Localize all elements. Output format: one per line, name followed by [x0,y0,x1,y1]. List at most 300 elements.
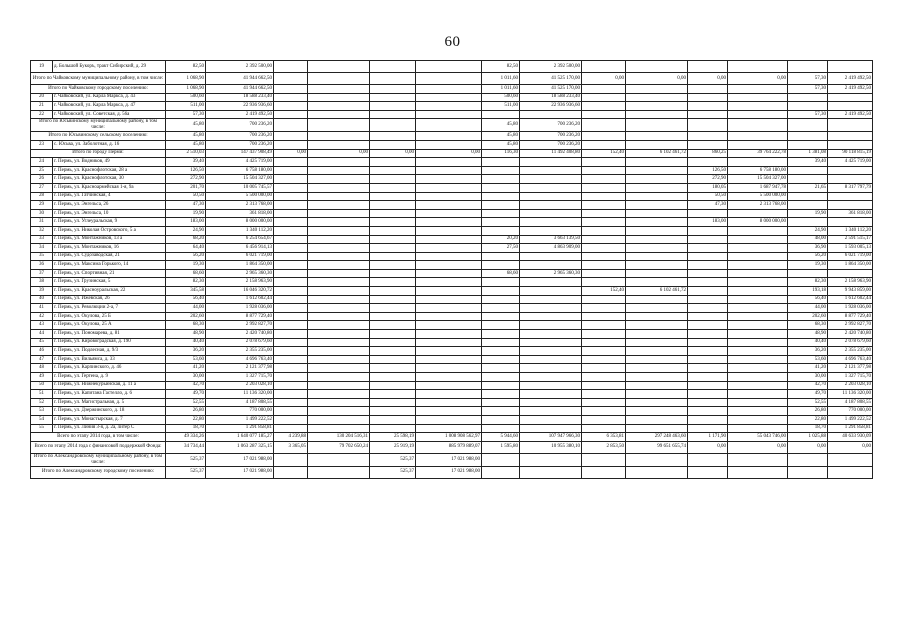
area-cell [688,355,728,364]
area-cell [370,278,416,287]
cost-cell [728,226,788,235]
table-row [31,269,873,278]
area-cell [370,381,416,390]
cost-cell [828,102,873,111]
area-cell [370,73,416,85]
area-cell [482,183,520,192]
cost-cell [416,61,482,73]
cost-cell [416,321,482,330]
area-cell: 0,00 [370,149,416,158]
area-cell [582,226,626,235]
cost-cell [728,278,788,287]
cost-cell [626,390,688,399]
area-cell [688,398,728,407]
area-cell [688,373,728,382]
area-cell: 4 239,88 [274,433,308,442]
area-cell [582,347,626,356]
cost-cell: 10 955 380,10 [520,441,582,453]
row-number-cell: 21 [31,102,53,111]
row-label-cell: Итого по Чайковскому городскому поселению: [31,85,166,94]
area-cell [688,132,728,141]
area-cell: 27,50 [482,244,520,253]
address-cell: г. Пермь, ул. Окулова, 25 Б [53,312,166,321]
address-cell: г. Пермь, ул. Дзержинского, д. 18 [53,407,166,416]
cost-cell [416,347,482,356]
cost-cell [728,119,788,132]
area-cell: 1 011,60 [482,73,520,85]
cost-cell [520,166,582,175]
cost-cell [828,269,873,278]
area-cell [482,252,520,261]
cost-cell [728,132,788,141]
area-cell [582,330,626,339]
area-cell [688,407,728,416]
area-cell [370,312,416,321]
address-cell: г. Пермь, ул. Монтажников, 16 [53,244,166,253]
cost-cell [308,235,370,244]
area-cell [274,381,308,390]
area-cell [582,183,626,192]
total-cost-cell: 1 327 715,70 [206,373,274,382]
cost-cell [416,201,482,210]
cost-cell [626,466,688,478]
area-cell [274,287,308,296]
area-cell [370,119,416,132]
area-cell: 57,30 [788,85,828,94]
cost-cell [520,158,582,167]
cost-cell [626,269,688,278]
area-cell: 56,40 [788,295,828,304]
table-row [31,466,873,478]
area-cell [274,415,308,424]
area-cell [788,175,828,184]
cost-cell [828,140,873,149]
cost-cell [520,338,582,347]
area-cell: 21,65 [788,183,828,192]
area-cell [482,201,520,210]
total-cost-cell: 41 944 662,50 [206,73,274,85]
cost-cell [828,61,873,73]
cost-cell: 0,00 [728,441,788,453]
area-cell [688,209,728,218]
total-area-cell: 82,50 [166,61,206,73]
cost-cell [520,261,582,270]
row-number-cell: 33 [31,235,53,244]
area-cell [582,192,626,201]
cost-cell: 41 525 170,00 [520,85,582,94]
address-cell: г. Пермь, ул. Энгельса, 10 [53,209,166,218]
area-cell [274,235,308,244]
table-row [31,295,873,304]
total-cost-cell: 2 121 377,98 [206,364,274,373]
row-number-cell: 39 [31,287,53,296]
area-cell [582,295,626,304]
area-cell [370,166,416,175]
total-cost-cell: 700 236,20 [206,132,274,141]
row-number-cell: 53 [31,407,53,416]
area-cell [482,295,520,304]
area-cell [274,73,308,85]
cost-cell: 2 158 963,90 [828,278,873,287]
table-row [31,252,873,261]
total-cost-cell: 6 021 719,00 [206,252,274,261]
area-cell [370,102,416,111]
cost-cell: 0,00 [728,73,788,85]
area-cell [370,235,416,244]
area-cell [688,140,728,149]
cost-cell [416,364,482,373]
area-cell: 30,00 [788,373,828,382]
cost-cell [728,321,788,330]
area-cell [370,407,416,416]
cost-cell: 700 236,20 [520,140,582,149]
row-number-cell: 34 [31,244,53,253]
cost-cell [728,102,788,111]
area-cell [370,226,416,235]
area-cell [370,373,416,382]
area-cell [688,347,728,356]
area-cell [370,347,416,356]
area-cell [370,364,416,373]
address-cell: г. Пермь, ул. Спортивная, 21 [53,269,166,278]
area-cell [688,269,728,278]
cost-cell [626,209,688,218]
cost-cell [520,330,582,339]
cost-cell: 2 419 492,50 [828,73,873,85]
address-cell: г. Пермь, ул. Монастырская, д. 7 [53,415,166,424]
area-cell [274,312,308,321]
cost-cell: 6 021 719,00 [828,252,873,261]
cost-cell [308,390,370,399]
area-cell [274,364,308,373]
total-area-cell: 42,70 [166,381,206,390]
cost-cell [828,132,873,141]
table-row [31,149,873,158]
total-area-cell: 82,30 [166,278,206,287]
total-cost-cell: 6 254 654,67 [206,235,274,244]
area-cell [274,132,308,141]
area-cell: 152,40 [582,287,626,296]
cost-cell: 4 863 909,00 [520,244,582,253]
cost-cell [416,235,482,244]
total-area-cell: 34 734,44 [166,441,206,453]
address-cell: г. Пермь, ул. Ижевская, 26 [53,295,166,304]
table-row [31,321,873,330]
cost-cell [728,261,788,270]
area-cell [482,218,520,227]
cost-cell [308,85,370,94]
cost-cell [308,364,370,373]
table-row [31,192,873,201]
cost-cell [626,338,688,347]
area-cell [582,453,626,466]
cost-cell: 8 877 729,40 [828,312,873,321]
table-row [31,110,873,119]
total-area-cell: 272,90 [166,175,206,184]
area-cell [688,312,728,321]
cost-cell [520,201,582,210]
row-label-cell: Итого по Александровскому городскому поселению: [31,466,166,478]
table-row [31,119,873,132]
area-cell: 40,40 [788,338,828,347]
cost-cell [416,330,482,339]
area-cell [582,269,626,278]
cost-cell [828,192,873,201]
cost-cell [626,398,688,407]
total-cost-cell: 2 419 492,50 [206,110,274,119]
area-cell: 45,80 [482,119,520,132]
cost-cell [308,201,370,210]
address-cell: г. Пермь, ул. Нижнекурьинская, д. 11 а [53,381,166,390]
cost-cell: 11 492 408,80 [520,149,582,158]
area-cell [370,140,416,149]
total-cost-cell: 16 046 320,72 [206,287,274,296]
cost-cell: 0,00 [308,149,370,158]
cost-cell [728,347,788,356]
total-area-cell: 41,20 [166,364,206,373]
area-cell: 525,37 [370,466,416,478]
cost-cell [728,398,788,407]
area-cell [582,209,626,218]
total-cost-cell: 15 504 327,00 [206,175,274,184]
total-cost-cell: 22 936 936,60 [206,102,274,111]
total-area-cell: 52,55 [166,398,206,407]
cost-cell [828,119,873,132]
cost-cell [520,287,582,296]
area-cell [274,278,308,287]
area-cell [274,347,308,356]
row-number-cell: 35 [31,252,53,261]
area-cell [274,192,308,201]
area-cell [688,338,728,347]
cost-cell [626,304,688,313]
area-cell: 49,70 [788,390,828,399]
cost-cell [728,244,788,253]
address-cell: г. Пермь, ул. Грузинская, 5 [53,278,166,287]
total-area-cell: 40,40 [166,338,206,347]
area-cell [274,244,308,253]
relocation-program-table [30,60,873,479]
area-cell [370,295,416,304]
cost-cell [308,132,370,141]
cost-cell: 6 102 461,72 [626,287,688,296]
cost-cell [626,102,688,111]
cost-cell [308,119,370,132]
row-number-cell: 30 [31,209,53,218]
total-cost-cell: 2 392 500,00 [206,61,274,73]
cost-cell [728,338,788,347]
area-cell: 152,40 [582,149,626,158]
cost-cell [728,235,788,244]
area-cell [274,140,308,149]
area-cell [370,338,416,347]
area-cell: 1 025,88 [788,433,828,442]
area-cell [688,390,728,399]
area-cell [482,287,520,296]
row-number-cell: 42 [31,312,53,321]
row-number-cell: 49 [31,373,53,382]
table-row [31,407,873,416]
area-cell [582,355,626,364]
total-cost-cell: 1 063 287 325,15 [206,441,274,453]
cost-cell [308,261,370,270]
total-area-cell: 24,90 [166,226,206,235]
total-cost-cell: 2 420 740,80 [206,330,274,339]
total-area-cell: 183,00 [166,218,206,227]
address-cell: г. Пермь, ул. Краснофлотская, 28 а [53,166,166,175]
cost-cell [626,330,688,339]
area-cell: 1 011,60 [482,85,520,94]
cost-cell [308,278,370,287]
cost-cell [728,466,788,478]
table-row [31,381,873,390]
area-cell [688,85,728,94]
area-cell: 19,30 [788,261,828,270]
cost-cell [626,347,688,356]
area-cell [582,61,626,73]
area-cell [370,85,416,94]
cost-cell [308,175,370,184]
total-cost-cell: 700 236,20 [206,119,274,132]
address-cell: г. Пермь, ул. Линия 3-я, д. 2а, литер С [53,424,166,433]
cost-cell [520,226,582,235]
address-cell: г. Пермь, ул. Кировоградская, д. 190 [53,338,166,347]
cost-cell [416,278,482,287]
cost-cell: 361 818,00 [828,209,873,218]
area-cell [274,466,308,478]
total-cost-cell: 1 928 036,00 [206,304,274,313]
table-row [31,132,873,141]
cost-cell: 1 612 602,44 [828,295,873,304]
area-cell [482,407,520,416]
cost-cell [828,218,873,227]
cost-cell: 39 764 222,78 [728,149,788,158]
area-cell [482,453,520,466]
cost-cell [416,287,482,296]
area-cell [688,110,728,119]
table-row [31,85,873,94]
cost-cell [308,61,370,73]
cost-cell [416,183,482,192]
cost-cell [626,166,688,175]
cost-cell: 6 758 180,00 [728,166,788,175]
area-cell [582,119,626,132]
cost-cell: 4 425 719,00 [828,158,873,167]
total-area-cell: 22,80 [166,415,206,424]
area-cell: 180,05 [688,183,728,192]
area-cell: 0,00 [582,73,626,85]
cost-cell [520,192,582,201]
cost-cell [520,110,582,119]
cost-cell [308,158,370,167]
table-row [31,338,873,347]
area-cell [688,278,728,287]
area-cell [688,453,728,466]
address-cell: г. Пермь, ул. Углеуральская, 9 [53,218,166,227]
total-cost-cell: 147 437 908,49 [206,149,274,158]
cost-cell [308,226,370,235]
cost-cell [416,398,482,407]
cost-cell: 1 008 908 562,97 [416,433,482,442]
area-cell [274,261,308,270]
area-cell [370,261,416,270]
cost-cell [626,295,688,304]
total-cost-cell: 1 612 602,44 [206,295,274,304]
total-cost-cell: 41 944 662,50 [206,85,274,94]
row-number-cell: 26 [31,175,53,184]
cost-cell [626,453,688,466]
cost-cell [728,355,788,364]
area-cell [788,132,828,141]
cost-cell [626,119,688,132]
row-number-cell: 29 [31,201,53,210]
total-area-cell: 47,30 [166,201,206,210]
cost-cell: 11 136 320,00 [828,390,873,399]
total-area-cell: 19,90 [166,209,206,218]
total-cost-cell: 2 203 028,10 [206,381,274,390]
row-label-cell: Итого по Юсьвинскому муниципальному району, в том числе: [31,119,166,132]
total-cost-cell: 8 000 000,00 [206,218,274,227]
table-row [31,73,873,85]
area-cell [582,140,626,149]
cost-cell [416,158,482,167]
area-cell [370,424,416,433]
cost-cell [308,407,370,416]
cost-cell [626,407,688,416]
table-row [31,453,873,466]
area-cell [788,61,828,73]
address-cell: г. Чайковский, ул. Советская, д. 56а [53,110,166,119]
cost-cell [520,175,582,184]
area-cell: 48,00 [788,235,828,244]
cost-cell [728,61,788,73]
area-cell [688,424,728,433]
cost-cell: 2 591 515,17 [828,235,873,244]
area-cell [274,201,308,210]
total-area-cell: 1 068,90 [166,85,206,94]
area-cell [482,415,520,424]
cost-cell [308,453,370,466]
area-cell [688,287,728,296]
area-cell [370,269,416,278]
total-area-cell: 525,37 [166,466,206,478]
cost-cell [626,252,688,261]
total-cost-cell: 1 340 112,20 [206,226,274,235]
total-area-cell: 511,00 [166,102,206,111]
cost-cell [728,140,788,149]
total-area-cell: 50,50 [166,192,206,201]
cost-cell [828,466,873,478]
area-cell: 1 171,90 [688,433,728,442]
cost-cell: 130 204 516,31 [308,433,370,442]
row-number-cell: 47 [31,355,53,364]
area-cell: 56,20 [788,252,828,261]
cost-cell [308,304,370,313]
area-cell [582,102,626,111]
cost-cell [520,373,582,382]
area-cell [582,218,626,227]
cost-cell [626,226,688,235]
total-area-cell: 49 334,26 [166,433,206,442]
total-cost-cell: 2 992 827,70 [206,321,274,330]
total-area-cell: 201,70 [166,183,206,192]
table-row [31,415,873,424]
cost-cell: 2 965 360,30 [520,269,582,278]
area-cell: 202,60 [788,312,828,321]
cost-cell: 5 500 000,00 [728,192,788,201]
total-cost-cell: 17 021 988,00 [206,466,274,478]
cost-cell [520,398,582,407]
